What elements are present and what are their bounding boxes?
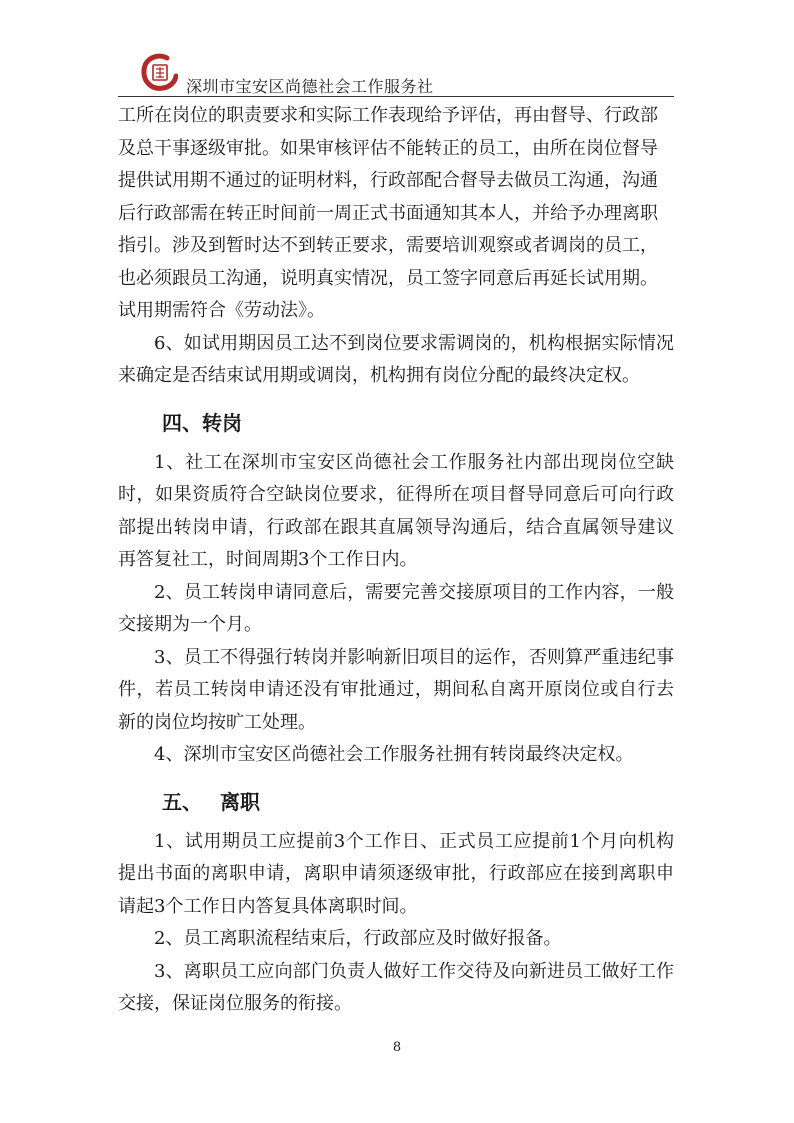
page-number: 8 [392,1040,402,1055]
text-line: 及总干事逐级审批。如果审核评估不能转正的员工，由所在岗位督导 [118,137,658,159]
text-line: 工所在岗位的职责要求和实际工作表现给予评估，再由督导、行政部 [118,105,658,126]
paragraph-item-6: 6、如试用期因员工达不到岗位要求需调岗的，机构根据实际情况来确定是否结束试用期或调岗，机构拥有岗位分配的最终决定权。 [118,332,674,386]
section-title-text: 离职 [220,789,260,814]
transfer-item-2: 2、员工转岗申请同意后，需要完善交接原项目的工作内容，一般交接期为一个月。 [118,581,674,635]
text-line: 提供试用期不通过的证明材料，行政部配合督导去做员工沟通，沟通 [118,170,658,191]
section-title-resignation [118,786,674,818]
seal-logo-icon [140,52,178,92]
page-header [118,48,674,96]
section-title-transfer: 四、转岗 [162,410,242,435]
resignation-item-1: 1、试用期员工应提前3个工作日、正式员工应提前1个月向机构提出书面的离职申请，离职申请须逐级审批，行政部应在接到离职申请起3个工作日内答复具体离职时间。 [118,830,674,917]
document-body [118,100,674,1021]
text-line: 指引。涉及到暂时达不到转正要求，需要培训观察或者调岗的员工， [118,235,658,256]
text-line: 也必须跟员工沟通，说明真实情况，员工签字同意后再延长试用期。 [118,267,658,289]
text-line: 后行政部需在转正时间前一周正式书面通知其本人，并给予办理离职 [118,202,658,224]
paragraph-probation-review [118,100,674,328]
transfer-item-1: 1、社工在深圳市宝安区尚德社会工作服务社内部出现岗位空缺时，如果资质符合空缺岗位要求，征得所在项目督导同意后可向行政部提出转岗申请，行政部在跟其直属领导沟通后，结合直属领导建议再答复社工，时间周期3个工作日内。 [118,451,674,570]
header-divider [118,96,674,97]
transfer-item-3: 3、员工不得强行转岗并影响新旧项目的运作，否则算严重违纪事件，若员工转岗申请还没有审批通过，期间私自离开原岗位或自行去新的岗位均按旷工处理。 [118,646,674,733]
header-organization-name: 深圳市宝安区尚德社会工作服务社 [186,77,434,96]
resignation-item-3: 3、离职员工应向部门负责人做好工作交待及向新进员工做好工作交接，保证岗位服务的衔接。 [118,960,674,1014]
transfer-item-4: 4、深圳市宝安区尚德社会工作服务社拥有转岗最终决定权。 [154,744,634,765]
section-number: 五、 [162,789,202,814]
text-line: 试用期需符合《劳动法》。 [118,300,325,321]
resignation-item-2: 2、员工离职流程结束后，行政部应及时做好报备。 [154,928,562,949]
